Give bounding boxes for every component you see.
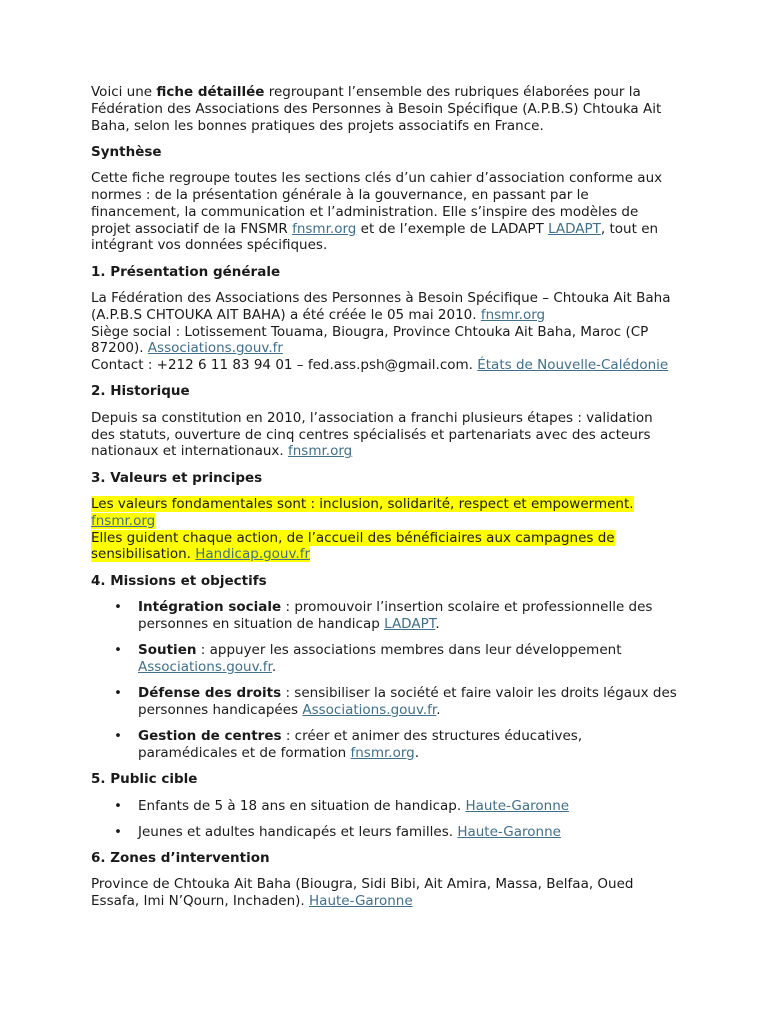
intro-text: Voici une [91,84,157,100]
historique-text: Depuis sa constitution en 2010, l’association a franchi plusieurs étapes : validation des statuts, ouverture de cinq centres spécialisés et partenariats avec des acteurs nationaux et internationaux. [91,409,653,460]
mission-title: Intégration sociale [138,598,282,615]
associations-gouv-link[interactable]: Associations.gouv.fr [138,658,272,675]
mission-text: : sensibiliser la société et faire valoir les droits légaux des personnes handicapées [138,685,677,718]
missions-heading: 4. Missions et objectifs [91,572,267,589]
valeurs-heading: 3. Valeurs et principes [91,469,263,486]
haute-garonne-link[interactable]: Haute-Garonne [465,797,570,814]
presentation-text: La Fédération des Associations des Personnes à Besoin Spécifique – Chtouka Ait Baha (A.P.B.S CHTOUKA AIT BAHA) a été créée le 05 mai 2010. [91,289,671,323]
mission-title: Soutien [138,642,197,659]
bullet-icon: • [114,685,122,702]
haute-garonne-link[interactable]: Haute-Garonne [457,823,561,840]
fnsmr-link[interactable]: fnsmr.org [288,443,353,460]
mission-text: : promouvoir l’insertion scolaire et professionnelle des personnes en situation de handicap [138,598,653,632]
handicap-gouv-link[interactable]: Handicap.gouv.fr [195,546,311,563]
nouvelle-caledonie-link[interactable]: États de Nouvelle-Calédonie [477,357,669,374]
presentation-paragraph [91,290,677,374]
public-heading: 5. Public cible [91,771,198,788]
public-text: Enfants de 5 à 18 ans en situation de handicap. [138,797,466,814]
historique-heading: 2. Historique [91,383,190,400]
mission-end: . [436,701,441,718]
bullet-icon: • [114,598,122,615]
synthese-text: Cette fiche regroupe toutes les sections clés d’un cahier d’association conforme aux normes : de la présentation générale à la gouvernance, en passant par le financement, la communication et l’administration. Elle s’inspire des modèles de projet associatif de la FNSMR [91,170,663,237]
associations-gouv-link[interactable]: Associations.gouv.fr [302,701,437,718]
bullet-icon: • [114,797,122,814]
public-text: Jeunes et adultes handicapés et leurs familles. [138,823,458,840]
bullet-icon: • [114,728,122,745]
bullet-icon: • [114,642,122,659]
contact-text: Contact : +212 6 11 83 94 01 – fed.ass.psh@gmail.com. [91,357,478,374]
mission-end: . [271,658,277,675]
valeurs-text-2: Elles guident chaque action, de l’accueil des bénéficiaires aux campagnes de sensibilisation. [91,529,615,563]
synthese-text-2: et de l’exemple de LADAPT [356,220,549,237]
zones-text: Province de Chtouka Ait Baha (Biougra, Sidi Bibi, Ait Amira, Massa, Belfaa, Oued Essafa, Imi N’Qourn, Inchaden). [91,876,634,910]
intro-text-2: regroupant l’ensemble des rubriques élaborées pour la Fédération des Associations des Personnes à Besoin Spécifique (A.P.B.S) Chtouka Ait Baha, selon les bonnes pratiques des projets associatifs en France. [91,84,662,134]
intro-paragraph [91,84,677,134]
list-item [114,598,677,633]
valeurs-text: Les valeurs fondamentales sont : inclusion, solidarité, respect et empowerment. [91,495,634,512]
mission-end: . [414,745,420,761]
mission-title: Défense des droits [138,685,282,702]
fnsmr-link[interactable]: fnsmr.org [480,306,546,323]
intro-bold: fiche détaillée [156,84,265,100]
fnsmr-link[interactable]: fnsmr.org [91,512,156,529]
mission-end: . [435,615,440,632]
zones-paragraph [91,876,677,910]
list-item [114,823,677,841]
siege-text: Siège social : Lotissement Touama, Biougra, Province Chtouka Ait Baha, Maroc (CP 87200). [91,323,649,357]
synthese-heading: Synthèse [91,143,162,160]
historique-paragraph [91,410,677,460]
synthese-paragraph [91,170,677,254]
list-item [114,685,677,719]
valeurs-paragraph [91,496,677,563]
list-item [114,797,677,815]
list-item [114,728,677,762]
mission-text: : appuyer les associations membres dans leur développement [196,642,622,659]
zones-heading: 6. Zones d’intervention [91,850,270,867]
haute-garonne-link[interactable]: Haute-Garonne [309,893,413,910]
fnsmr-link[interactable]: fnsmr.org [350,745,415,761]
mission-title: Gestion de centres [138,728,282,745]
presentation-heading: 1. Présentation générale [91,263,281,280]
missions-list [91,599,677,762]
associations-gouv-link[interactable]: Associations.gouv.fr [147,340,283,357]
fnsmr-link[interactable]: fnsmr.org [292,220,357,237]
list-item [114,642,677,676]
mission-text: : créer et animer des structures éducatives, paramédicales et de formation [138,728,583,761]
public-list [91,798,677,841]
ladapt-link[interactable]: LADAPT [384,615,436,632]
bullet-icon: • [114,823,122,840]
synthese-text-3: , tout en intégrant vos données spécifiques. [91,220,659,254]
ladapt-link[interactable]: LADAPT [548,220,601,237]
